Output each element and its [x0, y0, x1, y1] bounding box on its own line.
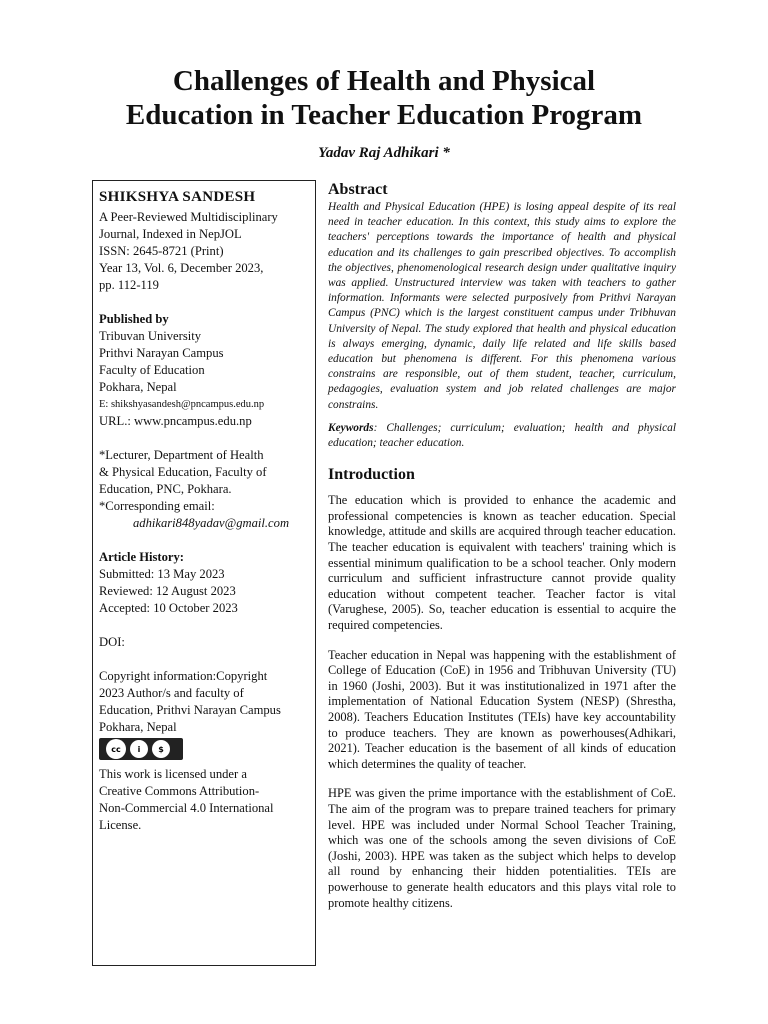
- journal-desc-line-1: A Peer-Reviewed Multidisciplinary: [99, 210, 278, 224]
- introduction-heading: Introduction: [328, 466, 415, 484]
- page-range: pp. 112-119: [99, 278, 159, 292]
- title-line-2: Education in Teacher Education Program: [125, 99, 643, 131]
- publisher-line: Faculty of Education: [99, 363, 205, 377]
- copyright-line: 2023 Author/s and faculty of: [99, 686, 244, 700]
- copyright-line: Education, Prithvi Narayan Campus: [99, 703, 281, 717]
- abstract-text: Health and Physical Education (HPE) is losing appeal despite of its real need in teacher education. In this context, this study aims to explore the teachers' perceptions towards the importance of health and physical education and its challenges to gain prescribed objectives. To accomplish the objectives, phenomenological research design under qualitative inquiry was applied. Unstructured interview was taken with teachers to gather information. Informants were selected purposively from Prithvi Narayan Campus (PNC) which is the largest constituent campus under Tribhuvan University of Nepal. The study explored that health and physical education is always emerging, dynamic, daily life related and life skills based education but phenomena is different. For this phenomena various constrains are responsible, out of them student, teacher, curriculum, pedagogies, evaluation system and job related challenges are major constrains.: [328, 201, 676, 411]
- license-line: License.: [99, 818, 142, 832]
- doi-label: DOI:: [99, 635, 125, 649]
- non-commercial-dollar-icon: $: [152, 740, 170, 758]
- keywords-list: : Challenges; curriculum; evaluation; health and physical education; teacher education.: [328, 421, 676, 450]
- copyright-line: Pokhara, Nepal: [99, 720, 177, 734]
- published-by-label: Published by: [99, 312, 169, 326]
- copyright-line: Copyright information:Copyright: [99, 669, 268, 683]
- corresponding-label: *Corresponding email:: [99, 499, 215, 513]
- journal-email-link[interactable]: E: shikshyasandesh@pncampus.edu.np: [99, 399, 265, 410]
- journal-info-box: [92, 180, 316, 966]
- issn: ISSN: 2645-8721 (Print): [99, 244, 224, 258]
- title-line-1: Challenges of Health and Physical: [172, 65, 596, 97]
- journal-url-link[interactable]: URL.: www.pncampus.edu.np: [99, 414, 252, 428]
- paper-title: [0, 64, 768, 132]
- attribution-person-icon: i: [130, 740, 148, 758]
- reviewed-date: Reviewed: 12 August 2023: [99, 584, 236, 598]
- license-line: This work is licensed under a: [99, 767, 247, 781]
- intro-paragraph: Teacher education in Nepal was happening with the establishment of College of Education (CoE) in 1956 and Tribhuvan University (TU) in 1960 (Joshi, 2003). But it was institutionalized in 1971 after the implementation of National Education System (NESP) (Shrestha, 2008). Teachers Education Institutes (TEIs) have key accountability to produce teachers. They are known as powerhouses(Adhikari, 2021). Teacher education is the basement of all kinds of education which determines the quality of teacher.: [328, 647, 676, 771]
- main-column: [328, 180, 676, 925]
- lecturer-line: Education, PNC, Pokhara.: [99, 482, 232, 496]
- submitted-date: Submitted: 13 May 2023: [99, 567, 225, 581]
- publisher-line: Tribuvan University: [99, 329, 202, 343]
- license-line: Creative Commons Attribution-: [99, 784, 260, 798]
- year-volume: Year 13, Vol. 6, December 2023,: [99, 261, 264, 275]
- abstract-heading: Abstract: [328, 181, 388, 198]
- journal-name: SHIKSHYA SANDESH: [99, 189, 256, 205]
- publisher-line: Prithvi Narayan Campus: [99, 346, 224, 360]
- keywords-label: Keywords: [328, 421, 374, 434]
- article-history-label: Article History:: [99, 550, 184, 564]
- creative-commons-icon: cc: [106, 739, 126, 759]
- corresponding-email-link[interactable]: adhikari848yadav@gmail.com: [133, 516, 290, 530]
- lecturer-line: *Lecturer, Department of Health: [99, 448, 264, 462]
- intro-paragraph: The education which is provided to enhance the academic and professional competencies is known as teacher education. Special knowledge, attitude and skills are acquired through teacher education. The teacher education is equivalent with teachers' training which is essential minimum qualification to be a school teacher. Only modern curriculum and sufficient infrastructure cannot provide quality education without competent teacher. Teacher factor is vital (Varughese, 2005). So, teacher education is essential to acquire the required competencies.: [328, 493, 676, 632]
- intro-paragraph: HPE was given the prime importance with the establishment of CoE. The aim of the program was to prepare trained teachers for primary level. HPE was included under Normal School Teacher Training, which was one of the schools among the seven divisions of CoE (Joshi, 2003). HPE was taken as the subject which helps to develop all round by enhancing their hidden potentialities. TEIs are powerhouse to generate health educators and this plays vital role to promote healthy citizens.: [328, 786, 676, 910]
- accepted-date: Accepted: 10 October 2023: [99, 601, 238, 615]
- cc-by-nc-license-badge[interactable]: [99, 738, 183, 760]
- journal-desc-line-2: Journal, Indexed in NepJOL: [99, 227, 242, 241]
- author-name: Yadav Raj Adhikari *: [318, 145, 450, 161]
- lecturer-line: & Physical Education, Faculty of: [99, 465, 267, 479]
- license-line: Non-Commercial 4.0 International: [99, 801, 274, 815]
- keywords: [328, 421, 676, 451]
- publisher-line: Pokhara, Nepal: [99, 380, 177, 394]
